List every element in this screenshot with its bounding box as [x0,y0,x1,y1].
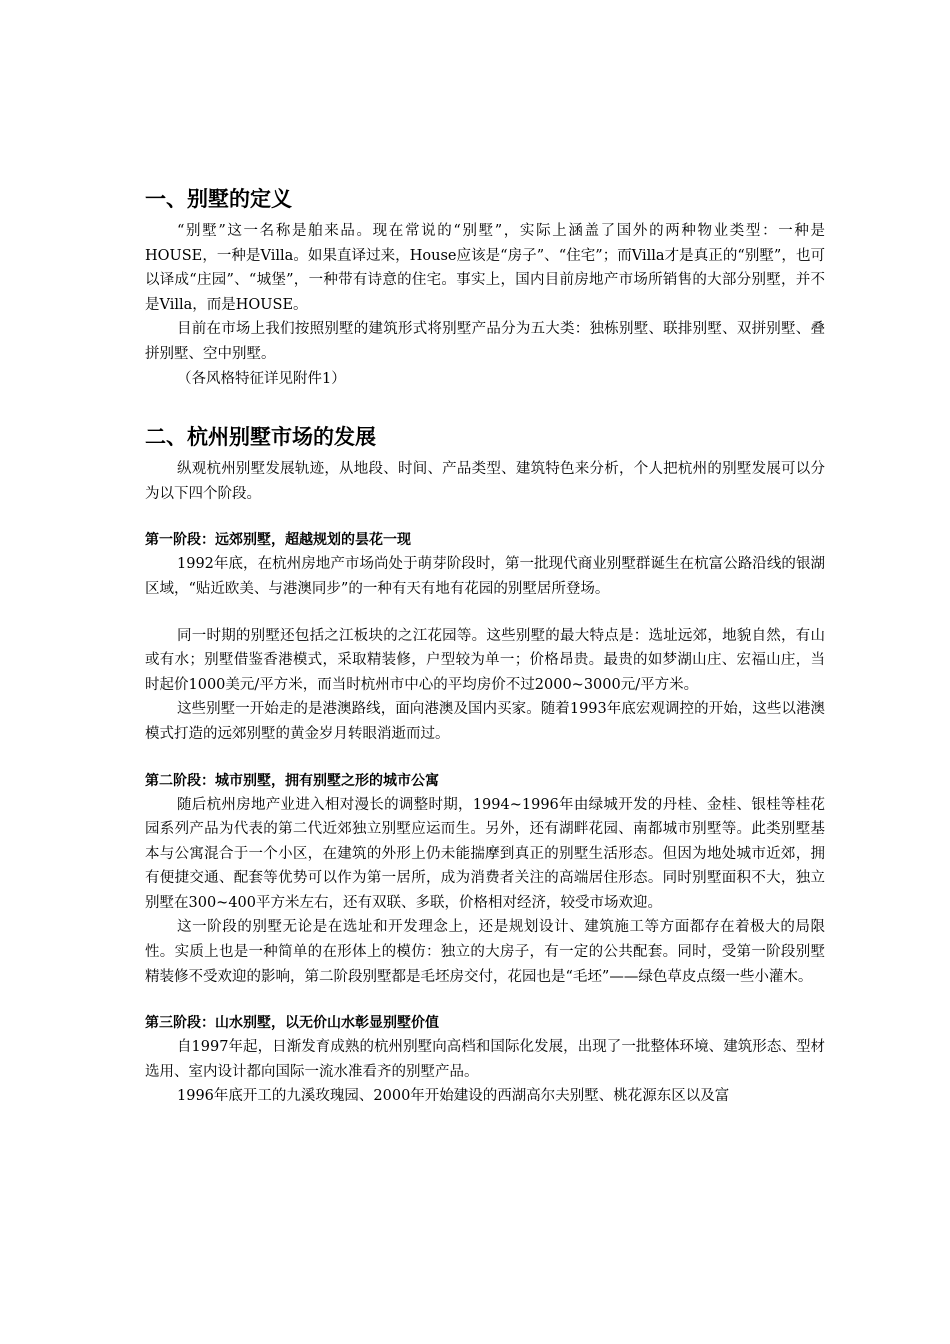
stage-heading-2: 第二阶段：城市别墅，拥有别墅之形的城市公寓 [145,772,439,789]
paragraph-intro: 纵观杭州别墅发展轨迹，从地段、时间、产品类型、建筑特色来分析，个人把杭州的别墅发展可以分为以下四个阶段。 [145,461,825,502]
paragraph: “别墅”这一名称是舶来品。现在常说的“别墅”，实际上涵盖了国外的两种物业类型：一种是HOUSE，一种是Villa。如果直译过来，House应该是“房子”、“住宅”；而Villa才是真正的“别墅”，也可以译成“庄园”、“城堡”，一种带有诗意的住宅。事实上，国内目前房地产市场所销售的大部分别墅，并不是Villa，而是HOUSE。 [145,223,825,313]
paragraph: 1992年底，在杭州房地产市场尚处于萌芽阶段时，第一批现代商业别墅群诞生在杭富公路沿线的银湖区域，“贴近欧美、与港澳同步”的一种有天有地有花园的别墅居所登场。 [145,556,825,597]
paragraph: 同一时期的别墅还包括之江板块的之江花园等。这些别墅的最大特点是：选址远郊，地貌自然，有山或有水；别墅借鉴香港模式，采取精装修，户型较为单一；价格昂贵。最贵的如梦湖山庄、宏福山庄，当时起价1000美元/平方米，而当时杭州市中心的平均房价不过2000~3000元/平方米。 [145,627,825,693]
paragraph: 1996年底开工的九溪玫瑰园、2000年开始建设的西湖高尔夫别墅、桃花源东区以及富 [177,1088,730,1105]
section-heading-development: 二、杭州别墅市场的发展 [145,425,376,450]
paragraph: 随后杭州房地产业进入相对漫长的调整时期，1994~1996年由绿城开发的丹桂、金桂、银桂等桂花园系列产品为代表的第二代近郊独立别墅应运而生。另外，还有湖畔花园、南都城市别墅等。此类别墅基本与公寓混合于一个小区，在建筑的外形上仍未能揣摩到真正的别墅生活形态。但因为地处城市近郊，拥有便捷交通、配套等优势可以作为第一居所，成为消费者关注的高端居住形态。同时别墅面积不大，独立别墅在300~400平方米左右，还有双联、多联，价格相对经济，较受市场欢迎。 [145,796,825,911]
stage-heading-3: 第三阶段：山水别墅，以无价山水彰显别墅价值 [145,1015,439,1032]
section-heading-definition: 一、别墅的定义 [145,187,292,211]
paragraph: 这些别墅一开始走的是港澳路线，面向港澳及国内买家。随着1993年底宏观调控的开始，这些以港澳模式打造的远郊别墅的黄金岁月转眼消逝而过。 [145,701,825,742]
stage-heading-1: 第一阶段：远郊别墅，超越规划的昙花一现 [145,532,411,549]
document-body [145,183,825,1109]
paragraph: 这一阶段的别墅无论是在选址和开发理念上，还是规划设计、建筑施工等方面都存在着极大的局限性。实质上也是一种简单的在形体上的模仿：独立的大房子，有一定的公共配套。同时，受第一阶段别墅精装修不受欢迎的影响，第二阶段别墅都是毛坯房交付，花园也是“毛坯”——绿色草皮点缀一些小灌木。 [145,919,825,985]
paragraph-note: （各风格特征详见附件1） [177,370,346,387]
paragraph: 目前在市场上我们按照别墅的建筑形式将别墅产品分为五大类：独栋别墅、联排别墅、双拼别墅、叠拼别墅、空中别墅。 [145,321,825,362]
paragraph: 自1997年起，日渐发育成熟的杭州别墅向高档和国际化发展，出现了一批整体环境、建筑形态、型材选用、室内设计都向国际一流水准看齐的别墅产品。 [145,1039,825,1080]
